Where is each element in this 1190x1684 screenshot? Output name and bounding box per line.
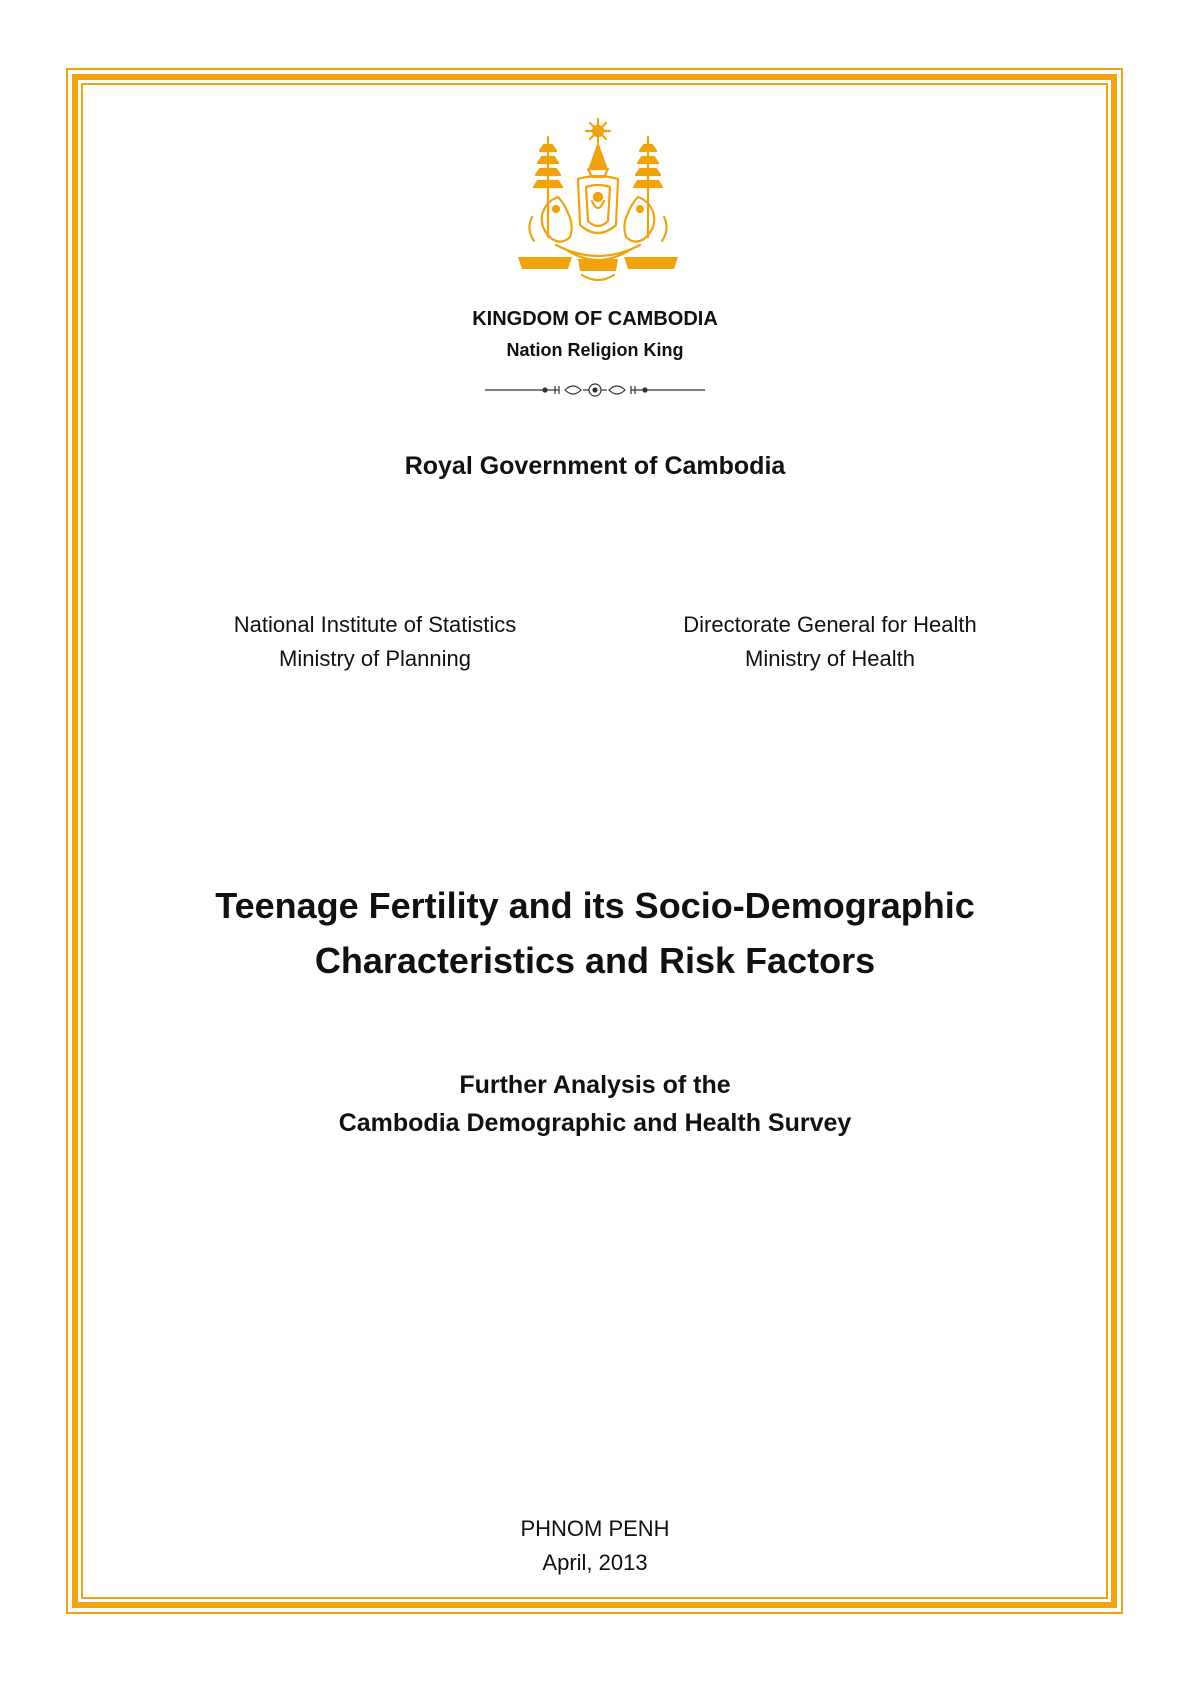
kingdom-heading: KINGDOM OF CAMBODIA [472,308,718,330]
document-subtitle [0,1066,1190,1142]
organization-ministry: Ministry of Planning [279,646,471,671]
organization-left [165,608,585,676]
document-title [0,878,1190,988]
publication-place: PHNOM PENH [520,1516,670,1541]
organization-name: National Institute of Statistics [233,612,517,637]
organization-ministry: Ministry of Health [745,646,915,671]
document-subtitle-line: Further Analysis of the [459,1071,731,1099]
publication-info [0,1512,1190,1580]
royal-arms-of-cambodia-icon [512,117,684,289]
organization-name: Directorate General for Health [683,612,977,637]
document-title-line: Characteristics and Risk Factors [314,940,876,981]
government-heading: Royal Government of Cambodia [404,452,786,480]
organization-right [620,608,1040,676]
document-subtitle-line: Cambodia Demographic and Health Survey [338,1109,852,1137]
national-motto: Nation Religion King [506,340,684,360]
document-title-line: Teenage Fertility and its Socio-Demographic [215,885,975,926]
publication-date: April, 2013 [542,1550,648,1575]
ornamental-divider-icon [485,380,705,400]
